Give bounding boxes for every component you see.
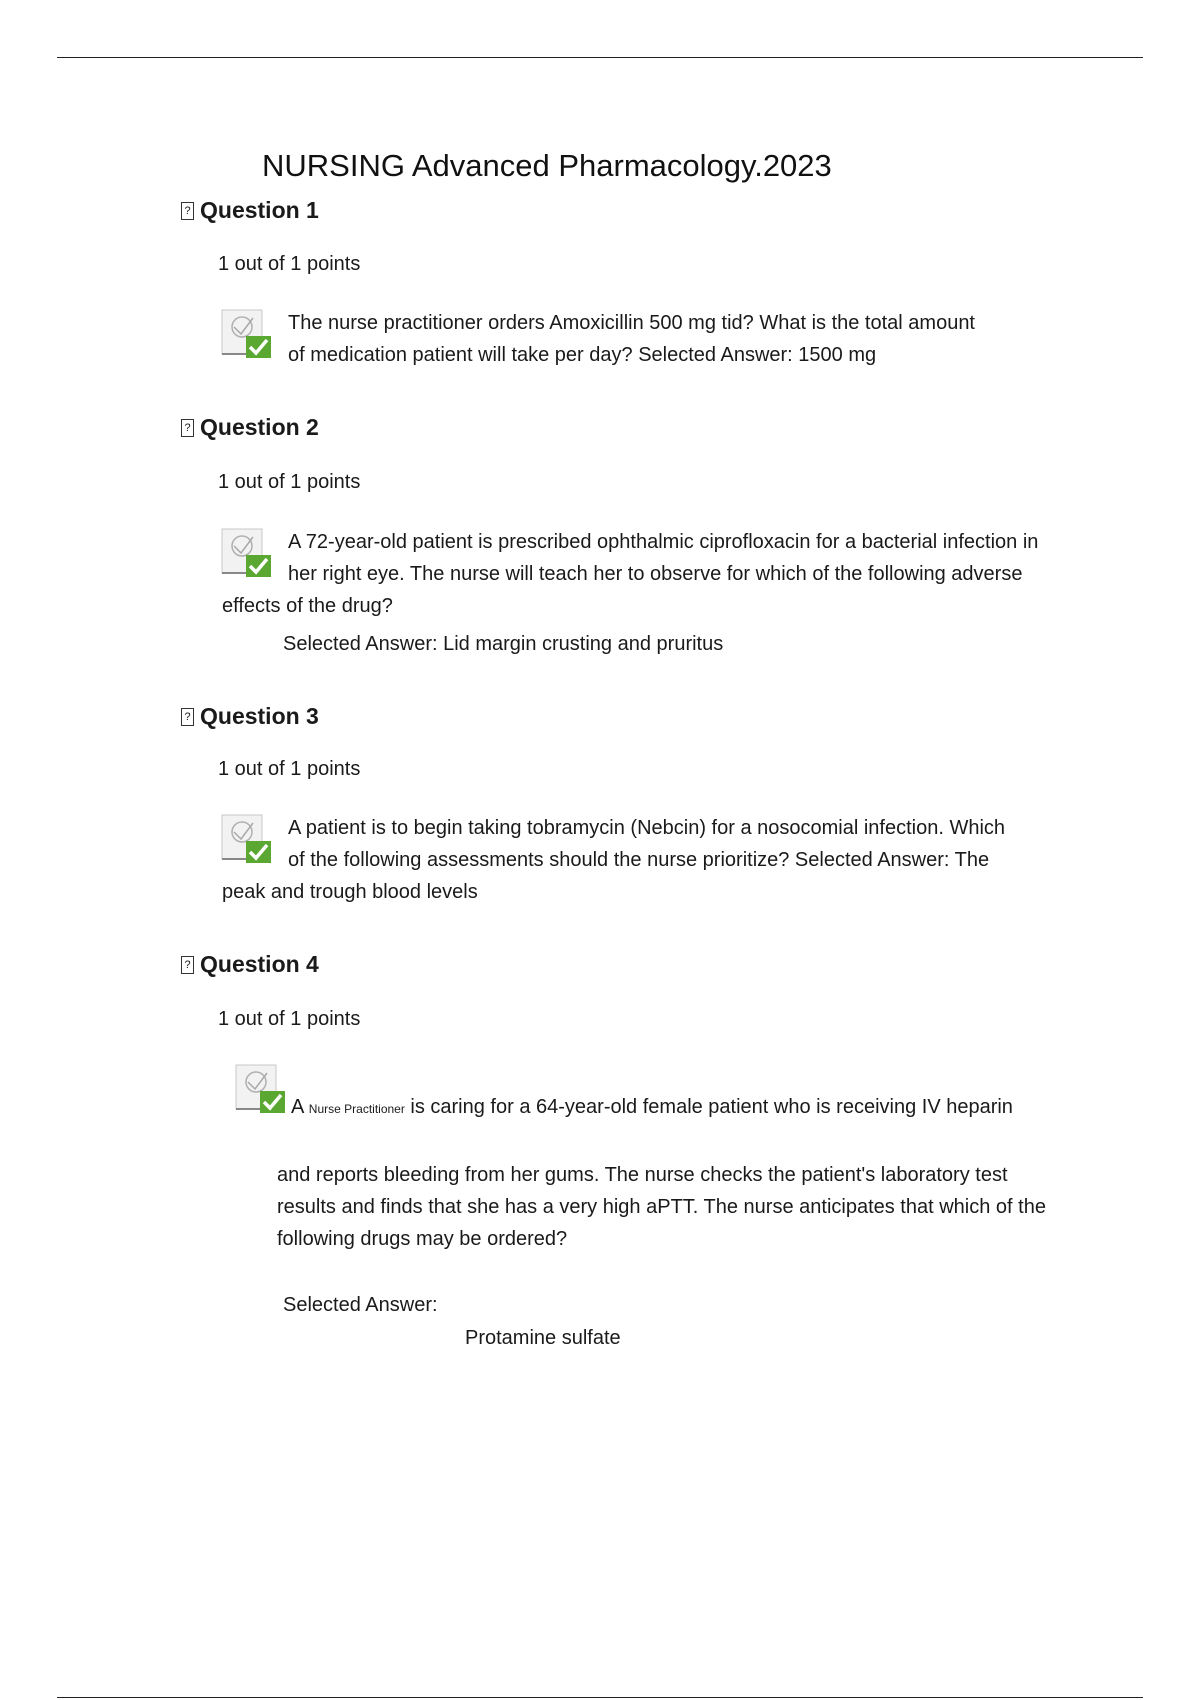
question-1-heading (181, 197, 319, 224)
question-3-points: 1 out of 1 points (218, 758, 361, 780)
correct-check-icon (234, 1062, 286, 1116)
document-title: NURSING Advanced Pharmacology.2023 (262, 148, 832, 183)
question-2-text-line: effects of the drug? (222, 595, 393, 617)
question-1-points: 1 out of 1 points (218, 253, 361, 275)
question-1-text-line: of medication patient will take per day? Selected Answer: 1500 mg (288, 344, 877, 366)
question-2-text (222, 526, 1162, 622)
question-4-points: 1 out of 1 points (218, 1008, 361, 1030)
question-3-heading (181, 703, 319, 730)
question-3-label: Question 3 (200, 703, 319, 729)
question-3-text (222, 812, 1122, 908)
question-4-text-start: A (291, 1096, 309, 1118)
question-4-text-line: results and finds that she has a very high aPTT. The nurse anticipates that which of the (277, 1196, 1046, 1218)
question-3-text-line: peak and trough blood levels (222, 881, 478, 903)
question-3-text-line: of the following assessments should the nurse prioritize? Selected Answer: The (288, 849, 990, 871)
question-2-text-line: A 72-year-old patient is prescribed ophthalmic ciprofloxacin for a bacterial infection in (288, 531, 1039, 553)
top-rule (57, 57, 1143, 58)
question-1-text (222, 307, 1152, 371)
question-4-text-line: following drugs may be ordered? (277, 1228, 568, 1250)
question-4-text-small: Nurse Practitioner (308, 1102, 405, 1116)
question-mark-icon: ? (181, 956, 194, 974)
question-1-label: Question 1 (200, 197, 319, 223)
question-mark-icon: ? (181, 708, 194, 726)
question-2-heading (181, 414, 319, 441)
question-2-selected-answer: Selected Answer: Lid margin crusting and pruritus (283, 633, 724, 655)
question-3-text-line: A patient is to begin taking tobramycin (Nebcin) for a nosocomial infection. Which (288, 817, 1006, 839)
question-mark-icon: ? (181, 202, 194, 220)
question-mark-icon: ? (181, 419, 194, 437)
question-4-text-rest: is caring for a 64-year-old female patient who is receiving IV heparin (404, 1096, 1013, 1118)
question-1-text-line: The nurse practitioner orders Amoxicillin 500 mg tid? What is the total amount (288, 312, 975, 334)
question-4-label: Question 4 (200, 951, 319, 977)
question-4-text-line: and reports bleeding from her gums. The nurse checks the patient's laboratory test (277, 1164, 1008, 1186)
bottom-rule (57, 1697, 1143, 1698)
question-4-heading (181, 951, 319, 978)
question-4-selected-answer-label: Selected Answer: (283, 1294, 438, 1316)
question-4-text-continued (277, 1159, 1157, 1255)
question-2-text-line: her right eye. The nurse will teach her to observe for which of the following adverse (288, 563, 1023, 585)
question-4-text-first-line (291, 1091, 1151, 1125)
question-2-points: 1 out of 1 points (218, 471, 361, 493)
question-2-label: Question 2 (200, 414, 319, 440)
question-4-selected-answer-value: Protamine sulfate (465, 1327, 621, 1349)
